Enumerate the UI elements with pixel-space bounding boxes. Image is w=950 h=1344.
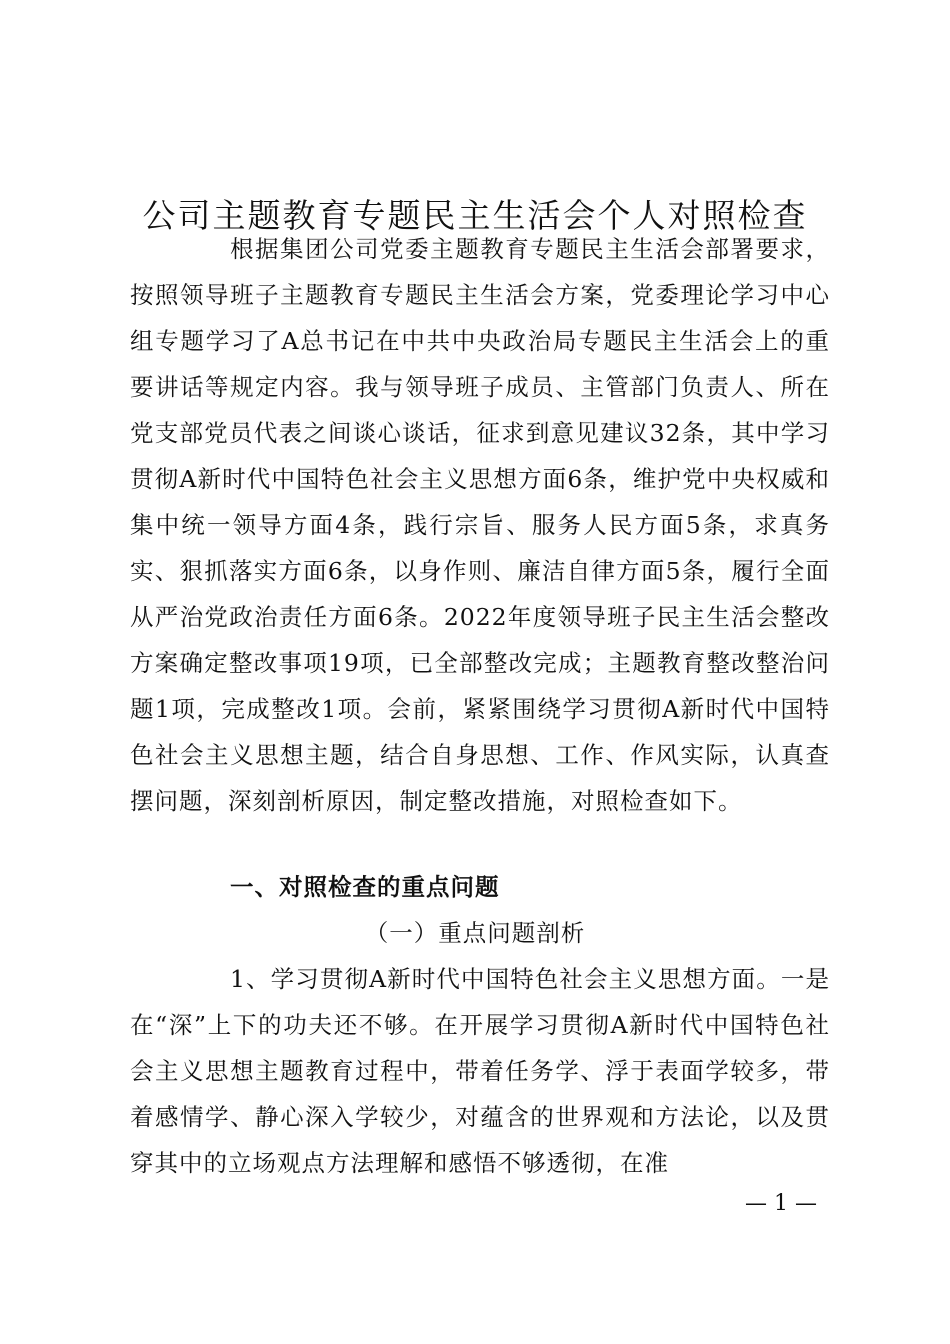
page-number: — 1 — <box>745 1191 817 1216</box>
subsection-heading-1: （一）重点问题剖析 <box>364 919 586 947</box>
document-title: 公司主题教育专题民主生活会个人对照检查 <box>142 196 808 236</box>
section-heading-1: 一、对照检查的重点问题 <box>230 873 500 901</box>
intro-paragraph: 根据集团公司党委主题教育专题民主生活会部署要求，按照领导班子主题教育专题民主生活会方案，党委理论学习中心组专题学习了A总书记在中共中央政治局专题民主生活会上的重要讲话等规定内容。我与领导班子成员、主管部门负责人、所在党支部党员代表之间谈心谈话，征求到意见建议32条，其中学习贯彻A新时代中国特色社会主义思想方面6条，维护党中央权威和集中统一领导方面4条，践行宗旨、服务人民方面5条，求真务实、狠抓落实方面6条，以身作则、廉洁自律方面5条，履行全面从严治党政治责任方面6条。2022年度领导班子民主生活会整改方案确定整改事项19项，已全部整改完成；主题教育整改整治问题1项，完成整改1项。会前，紧紧围绕学习贯彻A新时代中国特色社会主义思想主题，结合自身思想、工作、作风实际，认真查摆问题，深刻剖析原因，制定整改措施，对照检查如下。 <box>130 235 830 815</box>
section-1-paragraph: 1、学习贯彻A新时代中国特色社会主义思想方面。一是在“深”上下的功夫还不够。在开展学习贯彻A新时代中国特色社会主义思想主题教育过程中，带着任务学、浮于表面学较多，带着感情学、静心深入学较少，对蕴含的世界观和方法论，以及贯穿其中的立场观点方法理解和感悟不够透彻，在准 <box>130 965 830 1177</box>
